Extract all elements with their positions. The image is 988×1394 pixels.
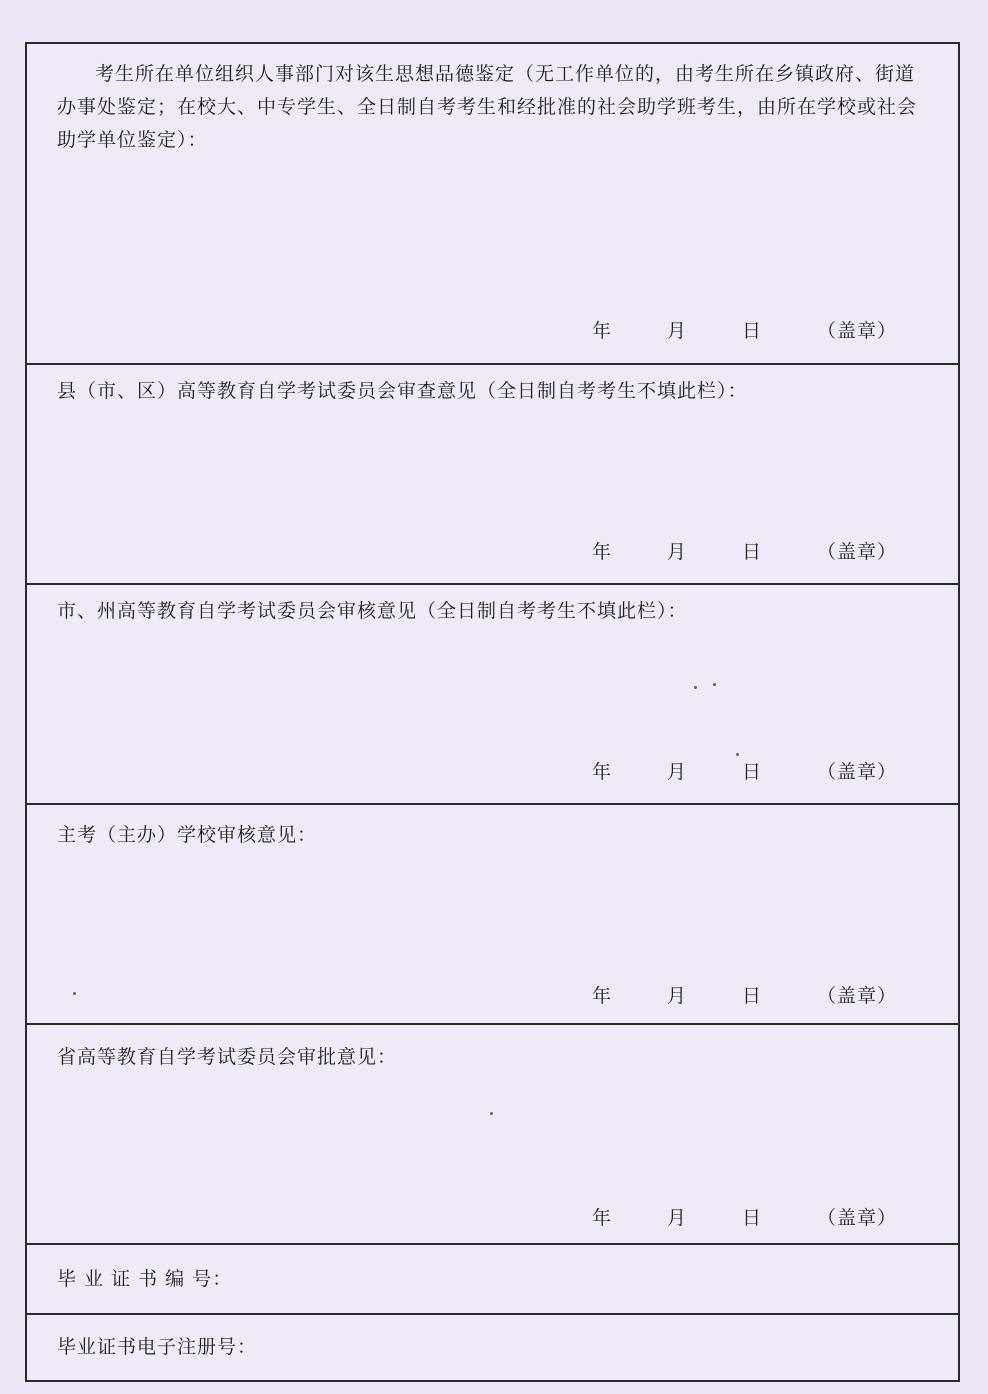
province-approval-date-seal (592, 1203, 917, 1230)
moral-evaluation-title: 考生所在单位组织人事部门对该生思想品德鉴定（无工作单位的，由考生所在乡镇政府、街道办事处鉴定；在校大、中专学生、全日制自考考生和经批准的社会助学班考生，由所在学校或社会助学单位鉴定）： (57, 63, 918, 151)
moral-evaluation-date-seal (592, 316, 917, 343)
day-label: 日 (742, 761, 763, 783)
year-label: 年 (592, 985, 613, 1007)
seal-label: （盖章） (817, 541, 898, 563)
day-label: 日 (742, 985, 763, 1007)
school-review-date-seal (592, 981, 917, 1008)
school-review-title: 主考（主办）学校审核意见： (57, 824, 318, 846)
seal-label: （盖章） (817, 985, 898, 1007)
month-label: 月 (667, 761, 688, 783)
graduation-approval-form (25, 42, 960, 1382)
school-review-section (27, 805, 958, 1025)
day-label: 日 (742, 320, 763, 342)
day-label: 日 (742, 541, 763, 563)
seal-label: （盖章） (817, 761, 898, 783)
province-approval-section (27, 1025, 958, 1245)
scan-speck (713, 683, 716, 686)
seal-label: （盖章） (817, 1207, 898, 1229)
county-review-date-seal (592, 537, 917, 564)
city-review-section (27, 585, 958, 805)
moral-evaluation-section (27, 44, 958, 365)
year-label: 年 (592, 1207, 613, 1229)
certificate-number-label: 毕 业 证 书 编 号： (57, 1268, 233, 1290)
city-review-date-seal (592, 757, 917, 784)
year-label: 年 (592, 761, 613, 783)
month-label: 月 (667, 320, 688, 342)
year-label: 年 (592, 320, 613, 342)
electronic-registration-section (27, 1315, 958, 1381)
county-review-section (27, 365, 958, 585)
county-review-title: 县（市、区）高等教育自学考试委员会审查意见（全日制自考考生不填此栏）： (57, 380, 748, 402)
electronic-registration-label: 毕业证书电子注册号： (57, 1336, 258, 1358)
month-label: 月 (667, 541, 688, 563)
scan-speck (490, 1112, 493, 1115)
month-label: 月 (667, 1207, 688, 1229)
seal-label: （盖章） (817, 320, 898, 342)
scan-speck (694, 686, 697, 689)
city-review-title: 市、州高等教育自学考试委员会审核意见（全日制自考考生不填此栏）： (57, 600, 688, 622)
scan-speck (73, 992, 76, 995)
year-label: 年 (592, 541, 613, 563)
scan-speck (736, 753, 739, 756)
certificate-number-section (27, 1245, 958, 1315)
month-label: 月 (667, 985, 688, 1007)
day-label: 日 (742, 1207, 763, 1229)
province-approval-title: 省高等教育自学考试委员会审批意见： (57, 1046, 398, 1068)
